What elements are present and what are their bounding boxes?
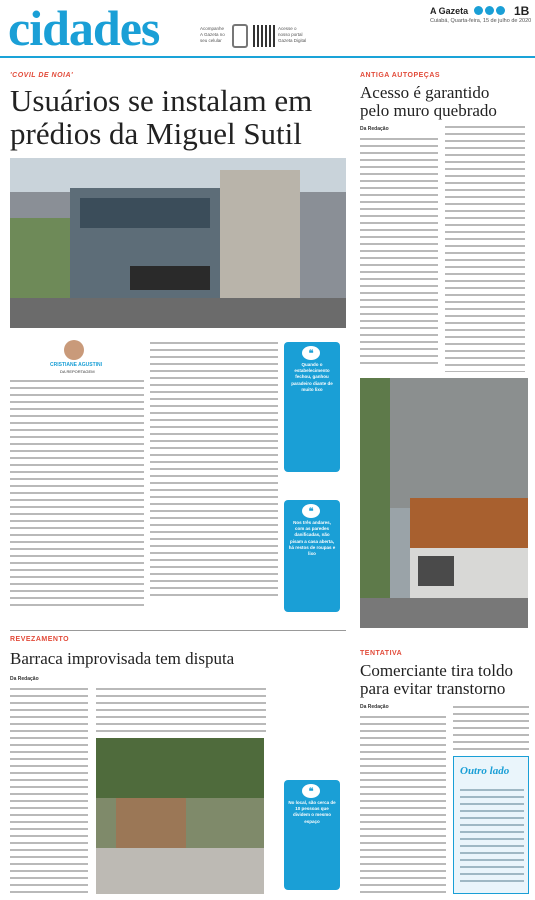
box-title: Outro lado	[460, 765, 510, 777]
promo-text-2: Acesse o nosso portal Gazeta Digital	[278, 26, 307, 43]
social-icon	[485, 6, 494, 15]
dateline: Cuiabá, Quarta-feira, 15 de julho de 2020	[430, 18, 532, 24]
bottom-body-col-1	[10, 686, 88, 894]
quote-icon: ❝	[302, 504, 320, 518]
bottom-callout: ❝ No local, são cerca de 10 pessoas que dividem o mesmo espaço	[284, 780, 340, 890]
brand-name: A Gazeta	[430, 6, 469, 16]
side-headline: Acesso é garantido pelo muro quebrado	[360, 83, 497, 120]
main-headline: Usuários se instalam em prédios da Miguel Sutil	[10, 83, 313, 151]
page-number: 1B	[514, 4, 530, 18]
tent-photo	[96, 738, 264, 894]
masthead	[0, 0, 535, 58]
section-title: cidades	[8, 0, 160, 56]
author-role: DA REPORTAGEM	[60, 369, 95, 374]
bottom-right-body-col-1	[360, 714, 446, 894]
main-body-col-1	[10, 378, 144, 610]
quote-icon: ❝	[302, 346, 320, 360]
box-text	[460, 787, 524, 887]
bottom-right-body-col-2	[453, 704, 529, 752]
social-icon	[474, 6, 483, 15]
author-avatar	[64, 340, 84, 360]
main-callout-1: ❝ Quando o estabelecimento fechou, ganhou paradeiro diante de muito lixo	[284, 342, 340, 472]
side-kicker: ANTIGA AUTOPEÇAS	[360, 72, 441, 79]
bottom-kicker: REVEZAMENTO	[10, 636, 70, 643]
qr-code-icon	[253, 25, 275, 47]
bottom-body-col-2	[96, 686, 266, 734]
building-photo	[10, 158, 346, 328]
social-icon	[496, 6, 505, 15]
promo-text-1: Acompanhe A Gazeta no seu celular	[200, 26, 225, 43]
bottom-right-kicker: TENTATIVA	[360, 650, 403, 657]
main-kicker: 'COVIL DE NOIA'	[10, 72, 74, 79]
bottom-right-headline: Comerciante tira toldo para evitar transtorno	[360, 661, 513, 698]
side-body-col-2	[445, 124, 525, 372]
author-name: CRISTIANE AGUSTINI	[50, 362, 103, 368]
main-callout-2: ❝ Nos três andares, com as paredes danificadas, não pisam a casa aberta, há restos de roupas e lixo	[284, 500, 340, 612]
phone-icon	[232, 24, 248, 48]
abandoned-building-photo	[360, 378, 528, 628]
bottom-headline: Barraca improvisada tem disputa	[10, 649, 235, 668]
quote-icon: ❝	[302, 784, 320, 798]
side-body-col-1	[360, 136, 438, 368]
side-byline: Da Redação	[360, 126, 389, 132]
divider	[10, 630, 346, 631]
bottom-byline: Da Redação	[10, 676, 39, 682]
bottom-right-byline: Da Redação	[360, 704, 389, 710]
outro-lado-box	[453, 756, 529, 894]
main-body-col-2	[150, 340, 278, 598]
